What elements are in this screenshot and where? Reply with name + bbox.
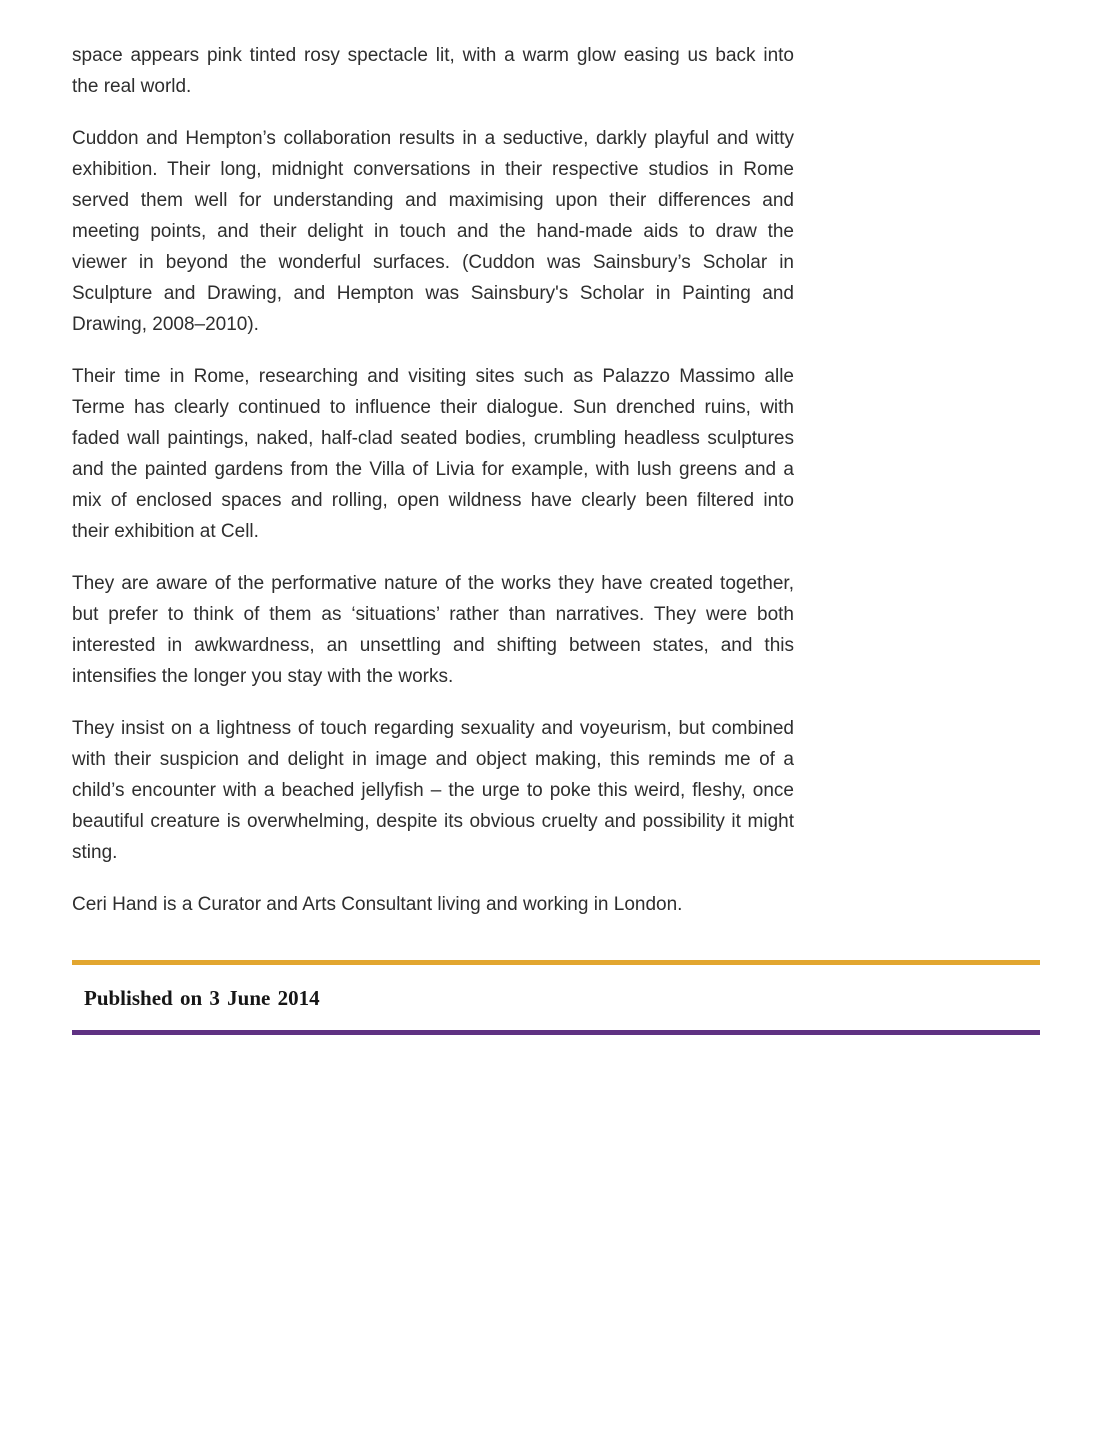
- text-line: beautiful creature is overwhelming, despite its obvious cruelty and possibility it might: [72, 811, 794, 832]
- text-line: child’s encounter with a beached jellyfish – the urge to poke this weird, fleshy, once: [72, 780, 794, 801]
- article-body: [72, 0, 794, 920]
- text-line: They insist on a lightness of touch regarding sexuality and voyeurism, but combined: [72, 718, 794, 739]
- paragraph: [72, 361, 794, 547]
- text-line: meeting points, and their delight in touch and the hand-made aids to draw the: [72, 221, 794, 242]
- text-line: intensifies the longer you stay with the works.: [72, 666, 454, 687]
- text-line: exhibition. Their long, midnight conversations in their respective studios in Rome: [72, 159, 794, 180]
- text-line: viewer in beyond the wonderful surfaces. (Cuddon was Sainsbury’s Scholar in: [72, 252, 794, 273]
- text-line: Sculpture and Drawing, and Hempton was Sainsbury's Scholar in Painting and: [72, 283, 794, 304]
- text-line: their exhibition at Cell.: [72, 521, 259, 542]
- text-line: They are aware of the performative nature of the works they have created together,: [72, 573, 794, 594]
- text-line: but prefer to think of them as ‘situations’ rather than narratives. They were both: [72, 604, 794, 625]
- text-line: Terme has clearly continued to influence their dialogue. Sun drenched ruins, with: [72, 397, 794, 418]
- top-divider-rule: [72, 960, 1040, 965]
- text-line: Cuddon and Hempton’s collaboration results in a seductive, darkly playful and witty: [72, 128, 794, 149]
- text-line: faded wall paintings, naked, half-clad seated bodies, crumbling headless sculptures: [72, 428, 794, 449]
- paragraph: [72, 40, 794, 102]
- text-line: the real world.: [72, 76, 192, 97]
- bottom-divider-rule: [72, 1030, 1040, 1035]
- text-line: Drawing, 2008–2010).: [72, 314, 259, 335]
- text-line: space appears pink tinted rosy spectacle lit, with a warm glow easing us back into: [72, 45, 794, 66]
- text-line: with their suspicion and delight in image and object making, this reminds me of a: [72, 749, 794, 770]
- text-line: and the painted gardens from the Villa of Livia for example, with lush greens and a: [72, 459, 794, 480]
- paragraph: [72, 123, 794, 340]
- text-line: Ceri Hand is a Curator and Arts Consultant living and working in London.: [72, 894, 683, 915]
- text-line: Their time in Rome, researching and visiting sites such as Palazzo Massimo alle: [72, 366, 794, 387]
- text-line: sting.: [72, 842, 118, 863]
- text-line: interested in awkwardness, an unsettling and shifting between states, and this: [72, 635, 794, 656]
- paragraph: [72, 713, 794, 868]
- text-line: served them well for understanding and maximising upon their differences and: [72, 190, 794, 211]
- text-line: mix of enclosed spaces and rolling, open wildness have clearly been filtered into: [72, 490, 794, 511]
- paragraph-author-bio: [72, 889, 794, 920]
- paragraph: [72, 568, 794, 692]
- published-date: Published on 3 June 2014: [84, 986, 320, 1010]
